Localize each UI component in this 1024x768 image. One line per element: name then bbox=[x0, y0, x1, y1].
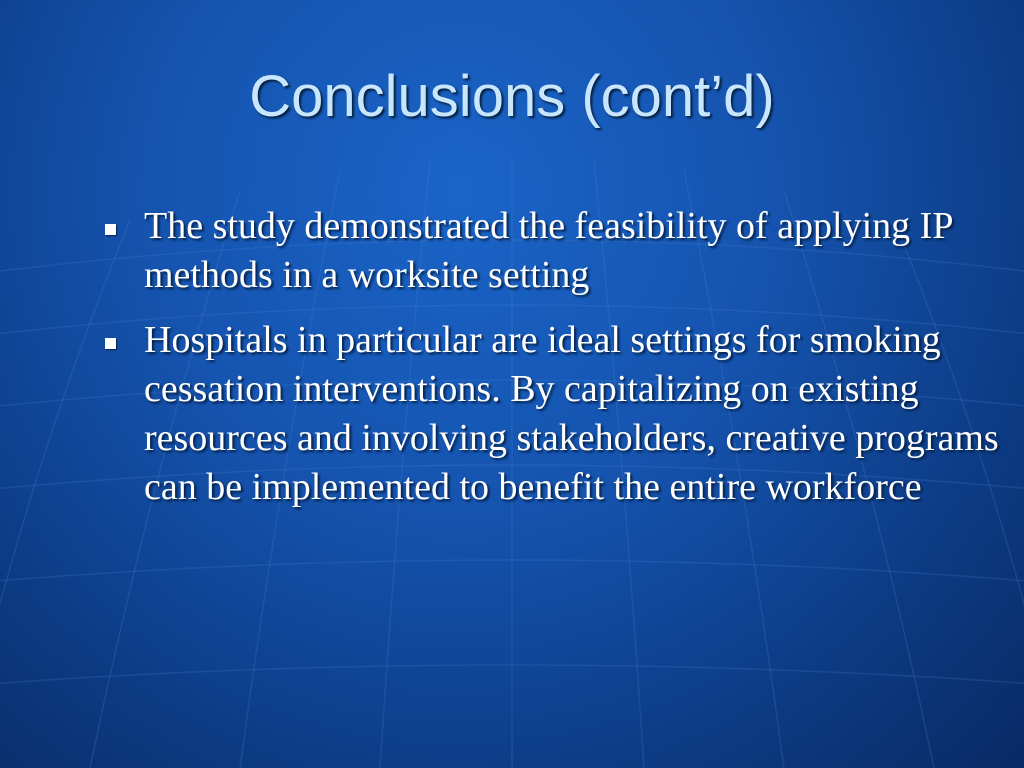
bullet-text: Hospitals in particular are ideal settings for smoking cessation interventions. By capitalizing on existing resources and involving stakeholders, creative programs can be implemented to benefit the entire workforce bbox=[144, 319, 999, 508]
bullet-list bbox=[100, 202, 1000, 528]
square-bullet-icon bbox=[105, 224, 116, 235]
bullet-text: The study demonstrated the feasibility of applying IP methods in a worksite setting bbox=[144, 205, 953, 296]
slide-title: Conclusions (cont’d) bbox=[249, 64, 775, 129]
bullet-item bbox=[100, 316, 1000, 512]
bullet-item bbox=[100, 202, 1000, 300]
square-bullet-icon bbox=[105, 338, 116, 349]
